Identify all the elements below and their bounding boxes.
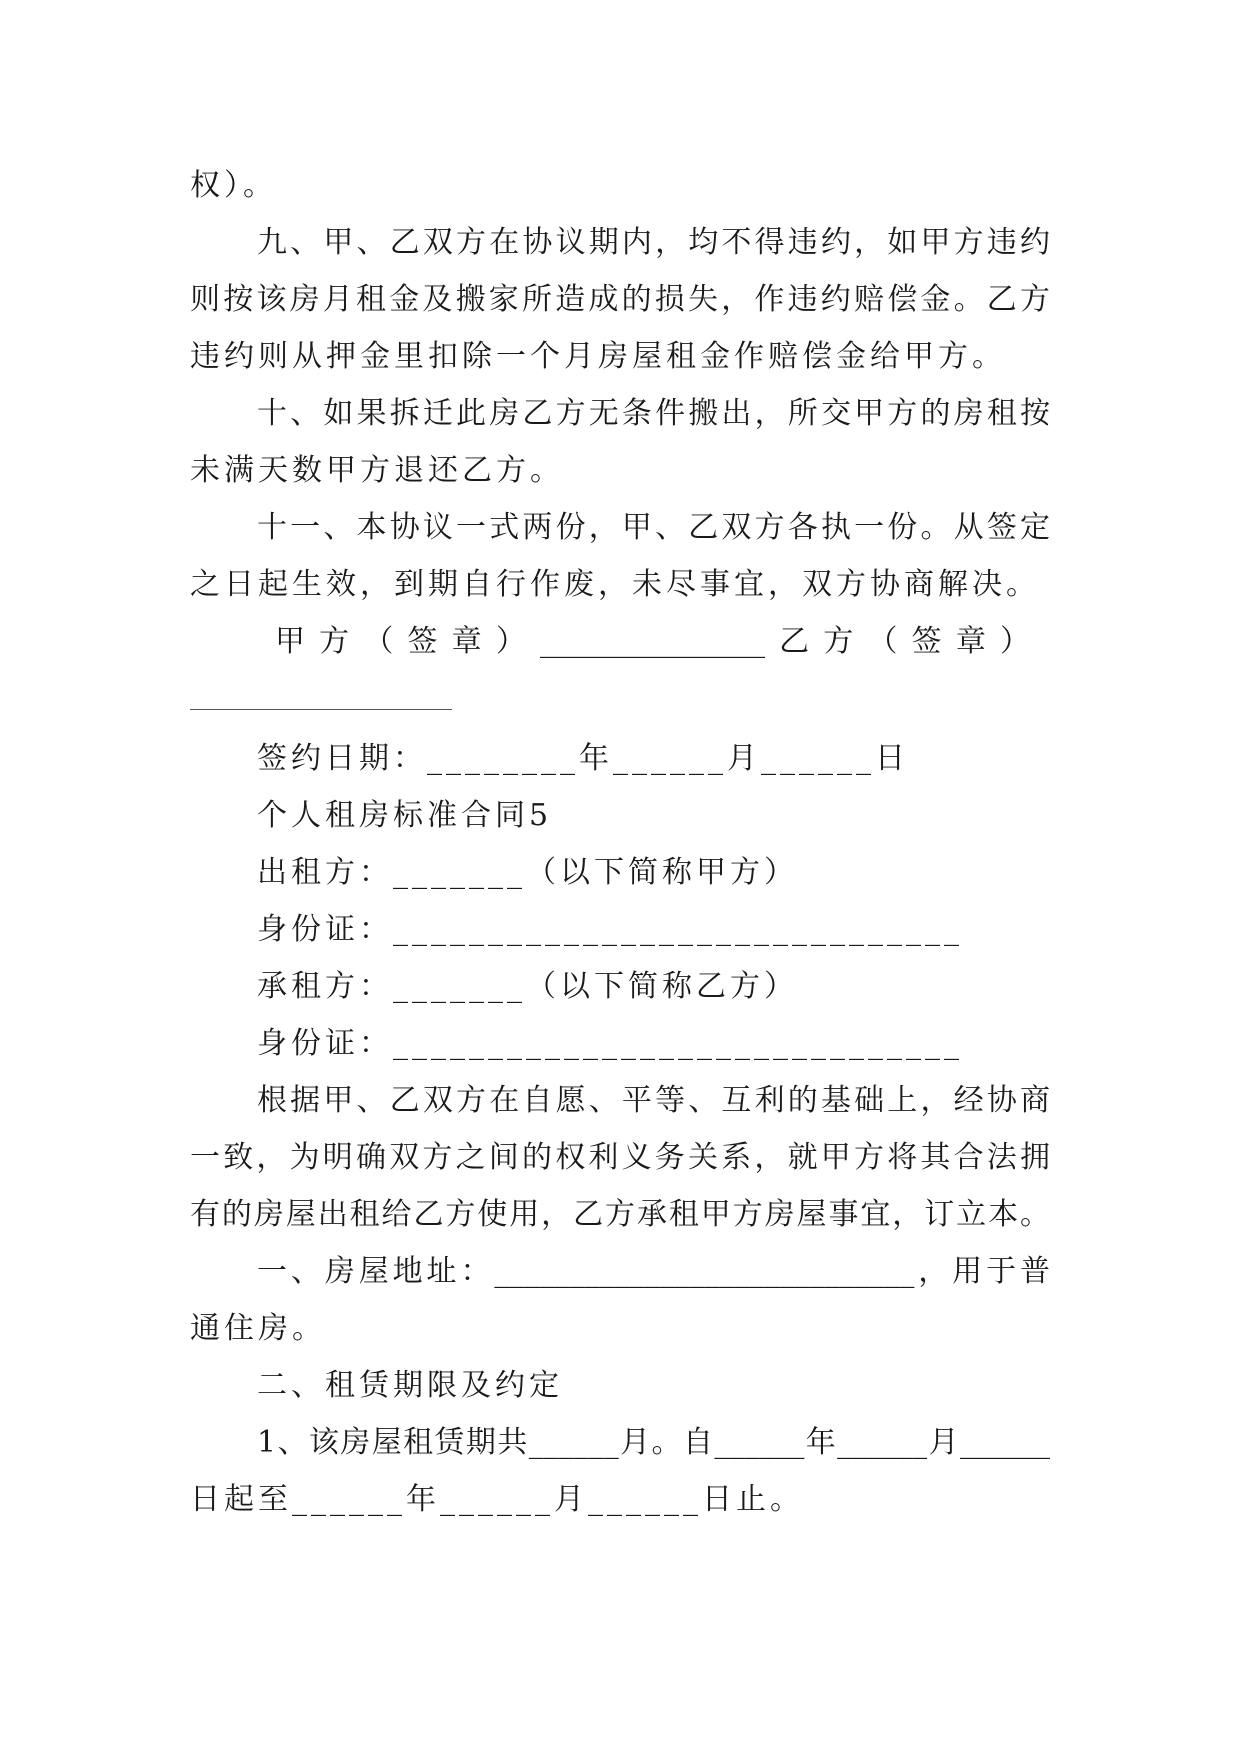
preamble-line-2: 一致，为明确双方之间的权利义务关系，就甲方将其合法拥	[190, 1140, 1050, 1175]
clause-10-line-1: 十、如果拆迁此房乙方无条件搬出，所交甲方的房租按	[257, 396, 1050, 431]
clause-11-line-1: 十一、本协议一式两份，甲、乙双方各执一份。从签定	[257, 510, 1050, 545]
clause-9-line-3: 违约则从押金里扣除一个月房屋租金作赔偿金给甲方。	[190, 339, 1006, 374]
term-line-1: 1、该房屋租赁期共______月。自______年______月______	[257, 1425, 1050, 1460]
lessee-id-line: 身份证：______________________________	[257, 1026, 963, 1061]
clause-10-line-2: 未满天数甲方退还乙方。	[190, 453, 564, 488]
signing-date: 签约日期：________年______月______日	[257, 741, 909, 776]
term-line-2: 日起至______年______月______日止。	[190, 1482, 804, 1517]
lessee-line: 承租方：_______（以下简称乙方）	[257, 969, 798, 1004]
contract-title: 个人租房标准合同5	[257, 798, 553, 833]
text-line: 权）。	[190, 168, 277, 203]
signature-underline	[190, 709, 452, 710]
address-line-2: 通住房。	[190, 1311, 326, 1346]
section-2-heading: 二、租赁期限及约定	[257, 1368, 563, 1403]
clause-9-line-1: 九、甲、乙双方在协议期内，均不得违约，如甲方违约	[257, 225, 1050, 260]
signature-line: 甲方（签章）_______________乙方（签章）	[275, 624, 1030, 659]
preamble-line-3: 有的房屋出租给乙方使用，乙方承租甲方房屋事宜，订立本。	[190, 1197, 1050, 1232]
preamble-line-1: 根据甲、乙双方在自愿、平等、互利的基础上，经协商	[257, 1083, 1050, 1118]
lessor-id-line: 身份证：______________________________	[257, 912, 963, 947]
clause-9-line-2: 则按该房月租金及搬家所造成的损失，作违约赔偿金。乙方	[190, 282, 1050, 317]
clause-11-line-2: 之日起生效，到期自行作废，未尽事宜，双方协商解决。	[190, 567, 1040, 602]
lessor-line: 出租方：_______（以下简称甲方）	[257, 855, 798, 890]
address-line-1: 一、房屋地址：____________________________，用于普	[257, 1254, 1050, 1289]
